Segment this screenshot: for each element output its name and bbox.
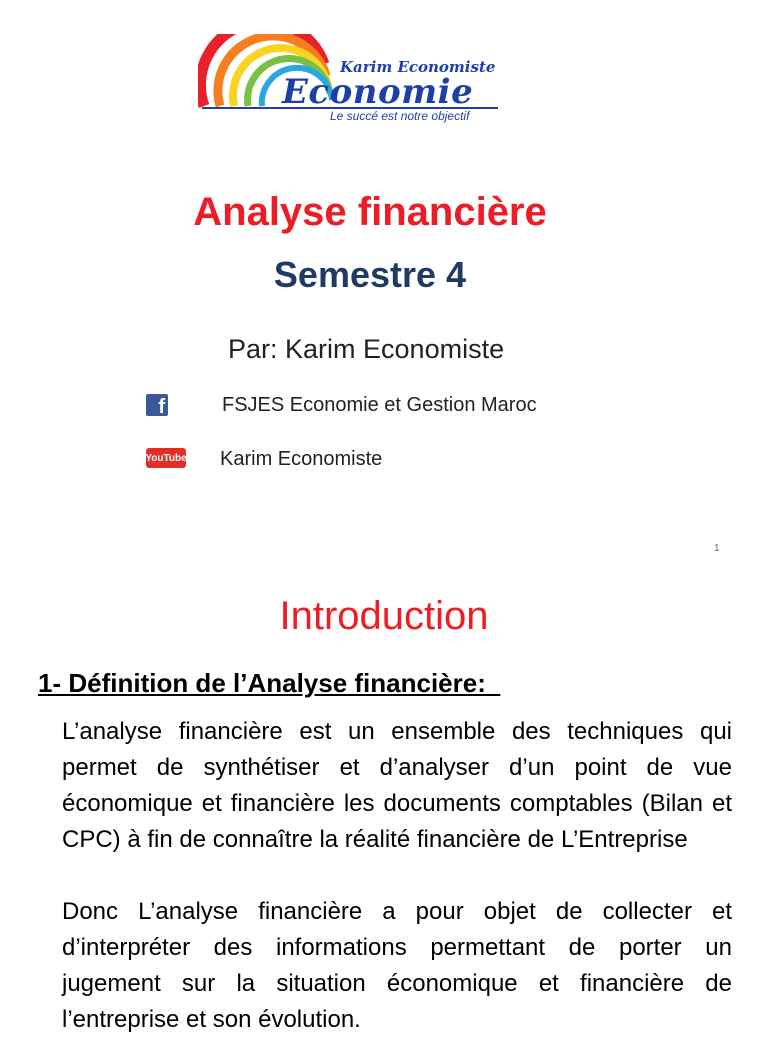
intro-title: Introduction <box>279 594 489 638</box>
cover-title: Analyse financière <box>193 190 547 234</box>
introduction-slide <box>0 572 768 1033</box>
facebook-icon[interactable]: f <box>146 394 168 416</box>
section-heading: 1- Définition de l’Analyse financière: <box>38 668 501 698</box>
paragraph-definition: L’analyse financière est un ensemble des techniques qui permet de synthétiser et d’analyser d’un point de vue économique et financière les documents comptables (Bilan et CPC) à fin de connaître la réalité financière de L’Entreprise <box>62 718 732 853</box>
logo-tagline: Le succé est notre objectif <box>330 109 470 123</box>
cover-subtitle: Semestre 4 <box>273 254 467 295</box>
page-number: 1 <box>714 543 720 554</box>
facebook-label[interactable]: FSJES Economie et Gestion Maroc <box>222 394 537 416</box>
paragraph-objective: Donc L’analyse financière a pour objet de collecter et d’interpréter des informations permettant de porter un jugement sur la situation économique et financière de l’entreprise et son évolution. <box>62 898 732 1033</box>
facebook-row[interactable] <box>146 394 537 418</box>
youtube-row[interactable] <box>145 448 383 470</box>
logo-wordmark: Economie <box>282 72 474 112</box>
youtube-icon[interactable]: YouTube <box>146 448 186 468</box>
logo <box>198 34 538 126</box>
youtube-label[interactable]: Karim Economiste <box>220 448 383 470</box>
logo-brand-name: Karim Economiste <box>340 58 496 76</box>
author-line: Par: Karim Economiste <box>228 334 505 364</box>
